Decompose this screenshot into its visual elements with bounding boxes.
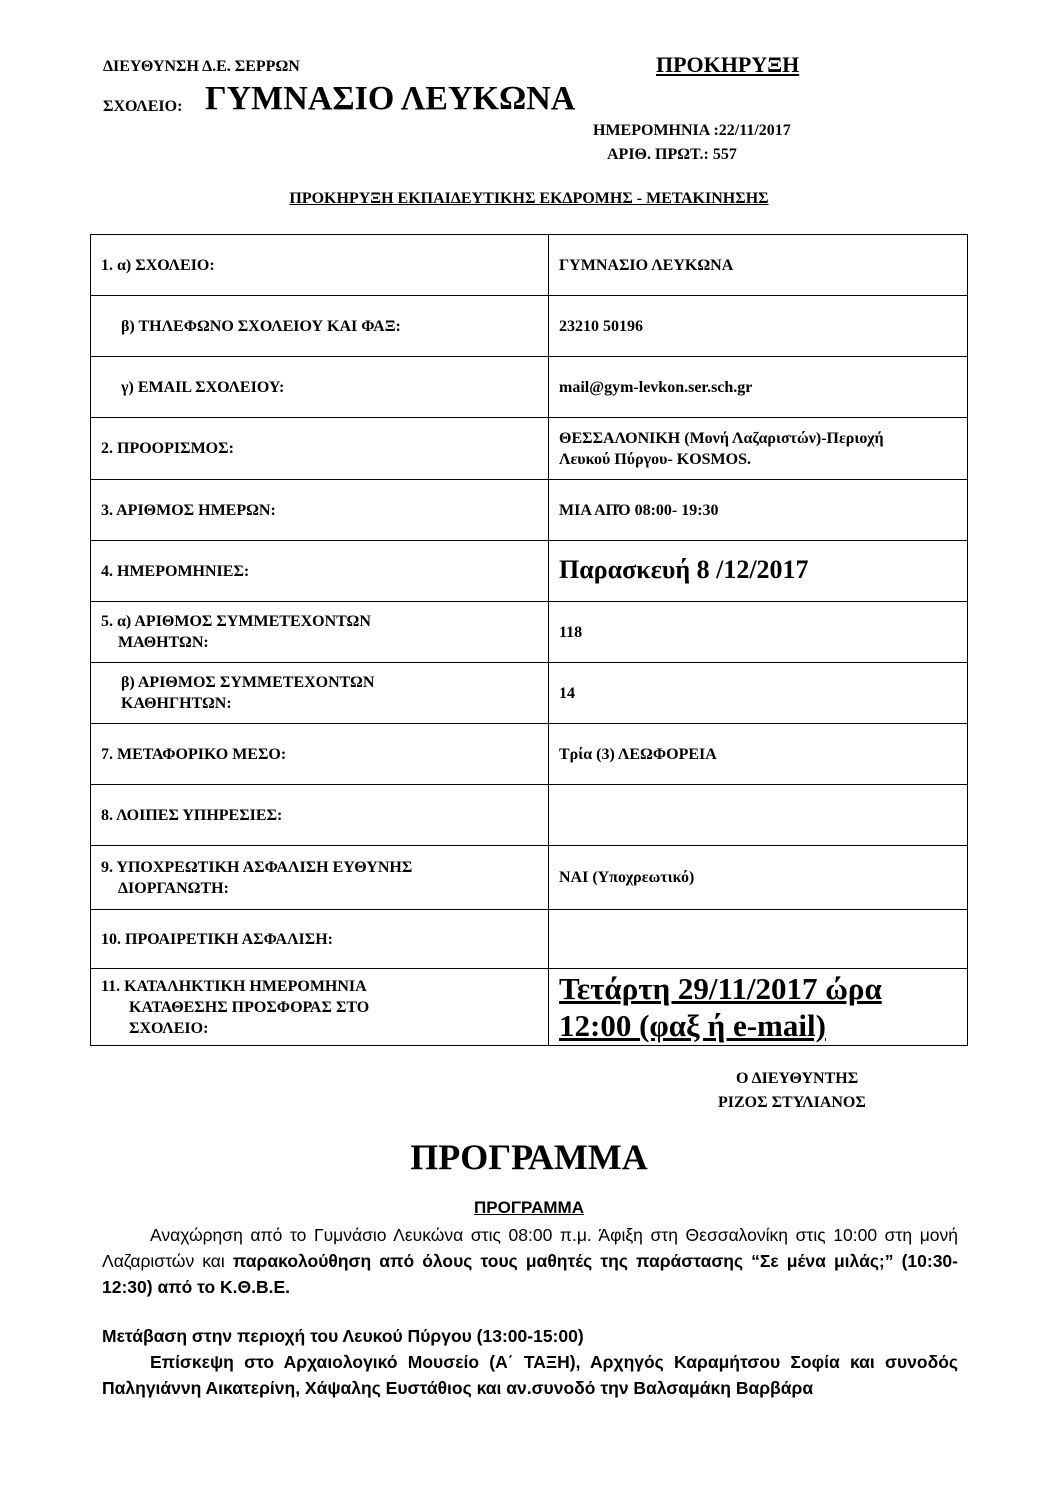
table-row [91, 724, 968, 785]
table-row [91, 969, 968, 1046]
row-label [91, 602, 549, 663]
program-paragraph [102, 1323, 958, 1401]
signer-name: ΡΙΖΟΣ ΣΤΥΛΙΑΝΟΣ [718, 1094, 866, 1111]
row-label: 1. α) ΣΧΟΛΕΙΟ: [91, 235, 549, 296]
row-value [549, 969, 968, 1046]
document-date: ΗΜΕΡΟΜΗΝΙΑ :22/11/2017 [593, 122, 791, 139]
row-value: ΜΙΑ ΑΠΌ 08:00- 19:30 [549, 480, 968, 541]
row-value-line: ΘΕΣΣΑΛΟΝΙΚΗ (Μονή Λαζαριστών)-Περιοχή [559, 429, 884, 447]
row-label-line: ΣΧΟΛΕΙΟ: [129, 1019, 209, 1037]
signer-role: Ο ΔΙΕΥΘΥΝΤΗΣ [736, 1070, 859, 1087]
table-row [91, 663, 968, 724]
row-value: 23210 50196 [549, 296, 968, 357]
row-label [91, 969, 549, 1046]
row-label: γ) EMAIL ΣΧΟΛΕΙΟΥ: [91, 357, 549, 418]
deadline-value-line: Τετάρτη 29/11/2017 ώρα [559, 971, 882, 1006]
row-value: mail@gym-levkon.ser.sch.gr [549, 357, 968, 418]
table-row [91, 910, 968, 969]
row-label: 2. ΠΡΟΟΡΙΣΜΟΣ: [91, 418, 549, 480]
table-row [91, 357, 968, 418]
table-row [91, 235, 968, 296]
row-label-line: β) ΑΡΙΘΜΟΣ ΣΥΜΜΕΤΕΧΟΝΤΩΝ [121, 674, 375, 691]
row-value: ΝΑΙ (Υποχρεωτικό) [549, 846, 968, 910]
row-label: 4. ΗΜΕΡΟΜΗΝΙΕΣ: [91, 541, 549, 602]
program-line: Μετάβαση στην περιοχή του Λευκού Πύργου (13:00-15:00) [102, 1326, 584, 1346]
row-label-line: 11. ΚΑΤΑΛΗΚΤΙΚΗ ΗΜΕΡΟΜΗΝΙΑ [101, 977, 367, 995]
row-label-line: ΚΑΤΑΘΕΣΗΣ ΠΡΟΣΦΟΡΑΣ ΣΤΟ [129, 998, 370, 1016]
deadline-value-line: 12:00 (φαξ ή e-mail) [559, 1008, 826, 1043]
row-label [91, 663, 549, 724]
program-paragraph [102, 1222, 958, 1300]
trip-details-table [90, 234, 968, 1046]
row-value [549, 418, 968, 480]
program-subtitle: ΠΡΟΓΡΑΜΜΑ [473, 1198, 584, 1217]
row-value-line: Λευκού Πύργου- KOSMOS. [559, 450, 751, 468]
row-value: Τρία (3) ΛΕΩΦΟΡΕΙΑ [549, 724, 968, 785]
program-text: Επίσκεψη στο Αρχαιολογικό Μουσείο (Α΄ ΤΑΞΗ), Αρχηγός Καραμήτσου Σοφία και συνοδός Παληγιάννη Αικατερίνη, Χάψαλης Ευστάθιος και αν.συνοδό την Βαλσαμάκη Βαρβάρα [102, 1352, 958, 1398]
row-value: ΓΥΜΝΑΣΙΟ ΛΕΥΚΩΝΑ [549, 235, 968, 296]
row-label: 7. ΜΕΤΑΦΟΡΙΚΟ ΜΕΣΟ: [91, 724, 549, 785]
row-label-line: 9. ΥΠΟΧΡΕΩΤΙΚΗ ΑΣΦΑΛΙΣΗ ΕΥΘΥΝΗΣ [101, 858, 413, 876]
row-label: 8. ΛΟΙΠΕΣ ΥΠΗΡΕΣΙΕΣ: [91, 785, 549, 846]
document-type: ΠΡΟΚΗΡΥΞΗ [656, 52, 800, 77]
row-label-line: ΚΑΘΗΓΗΤΩΝ: [121, 695, 232, 712]
table-row [91, 296, 968, 357]
table-row [91, 602, 968, 663]
row-label-line: ΔΙΟΡΓΑΝΩΤΗ: [118, 879, 229, 897]
row-value [549, 785, 968, 846]
row-label [91, 846, 549, 910]
table-row [91, 418, 968, 480]
document-subtitle: ΠΡΟΚΗΡΥΞΗ ΕΚΠΑΙΔΕΥΤΙΚΗΣ ΕΚΔΡΟΜΗΣ - ΜΕΤΑΚΙΝΗΣΗΣ [289, 190, 769, 207]
department-name: ΔΙΕΥΘΥΝΣΗ Δ.Ε. ΣΕΡΡΩΝ [103, 58, 300, 75]
table-row [91, 846, 968, 910]
row-value [549, 910, 968, 969]
row-value [549, 541, 968, 602]
row-value: 14 [549, 663, 968, 724]
row-value: 118 [549, 602, 968, 663]
protocol-number: ΑΡΙΘ. ΠΡΩΤ.: 557 [607, 146, 737, 163]
table-row [91, 480, 968, 541]
trip-date-value: Παρασκευή 8 /12/2017 [559, 554, 809, 584]
row-label: 10. ΠΡΟΑΙΡΕΤΙΚΗ ΑΣΦΑΛΙΣΗ: [91, 910, 549, 969]
school-label: ΣΧΟΛΕΙΟ: [103, 98, 183, 115]
row-label-line: ΜΑΘΗΤΩΝ: [118, 634, 209, 651]
program-text-bold: παρακολούθηση από όλους τους μαθητές της παράστασης “Σε μένα μιλάς;” (10:30-12:30) από το Κ.Θ.Β.Ε. [102, 1251, 958, 1297]
table-row [91, 785, 968, 846]
school-name: ΓΥΜΝΑΣΙΟ ΛΕΥΚΩΝΑ [205, 80, 576, 117]
program-title: ΠΡΟΓΡΑΜΜΑ [410, 1137, 648, 1177]
row-label: 3. ΑΡΙΘΜΟΣ ΗΜΕΡΩΝ: [91, 480, 549, 541]
program-text: Αναχώρηση από το Γυμνάσιο Λευκώνα στις 08:00 π.μ. Άφιξη στη Θεσσαλονίκη στις 10:00 στη μονή Λαζαριστών και [102, 1225, 958, 1271]
row-label-line: 5. α) ΑΡΙΘΜΟΣ ΣΥΜΜΕΤΕΧΟΝΤΩΝ [101, 613, 371, 630]
row-label: β) ΤΗΛΕΦΩΝΟ ΣΧΟΛΕΙΟΥ ΚΑΙ ΦΑΞ: [91, 296, 549, 357]
table-row [91, 541, 968, 602]
